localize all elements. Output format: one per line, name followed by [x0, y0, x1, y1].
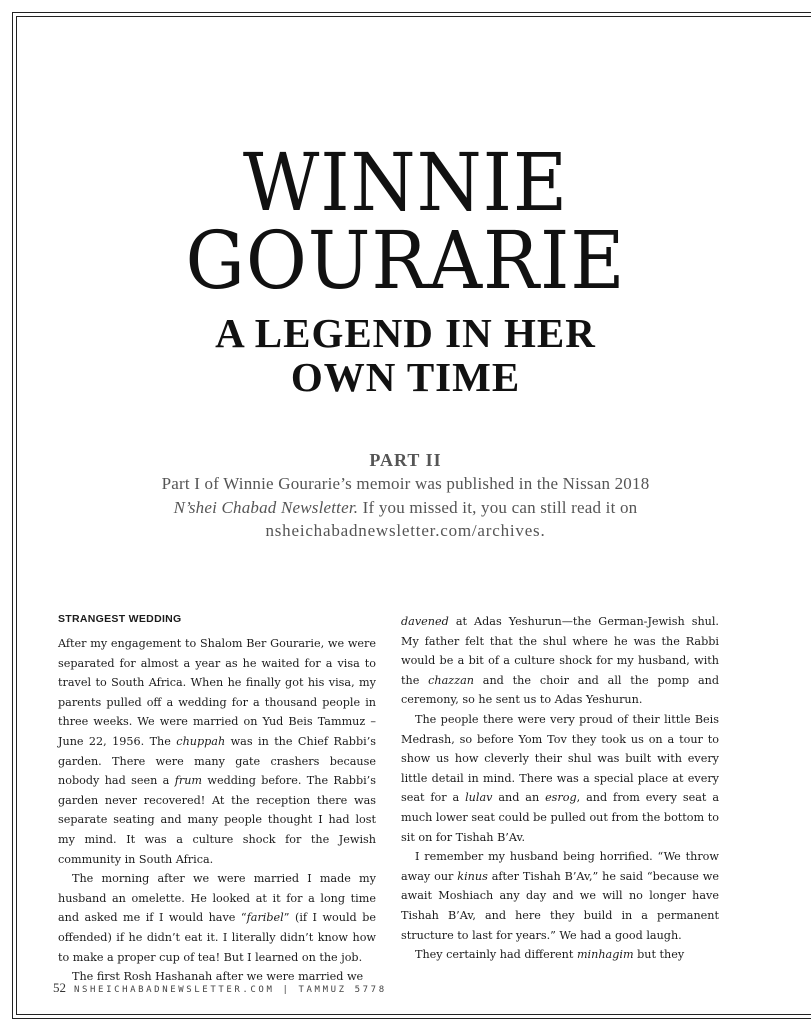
intro-line-2	[0, 496, 811, 520]
article-column-right	[401, 612, 719, 965]
intro-line-2-rest: If you missed it, you can still read it on	[358, 498, 638, 517]
intro-publication-name: N’shei Chabad Newsletter.	[173, 498, 359, 517]
intro-archive-link[interactable]: nsheichabadnewsletter.com/archives.	[265, 521, 546, 540]
paragraph: After my engagement to Shalom Ber Gourarie, we were separated for almost a year as he waited for a visa to travel to South Africa. When he finally got his visa, my parents pulled off a wedding for a thousand people in three weeks. We were married on Yud Beis Tammuz – June 22, 1956. The chuppah was in the Chief Rabbi’s garden. There were many gate crashers because nobody had seen a frum wedding before. The Rabbi’s garden never recovered! At the reception there was separate seating and many people thought I had lost my mind. It was a culture shock for the Jewish community in South Africa.	[58, 637, 376, 866]
paragraph: davened at Adas Yeshurun—the German-Jewish shul. My father felt that the shul where he was the Rabbi would be a bit of a culture shock for my husband, with the chazzan and the choir and all the pomp and ceremony, so he sent us to Adas Yeshurun.	[401, 615, 719, 707]
page-number: 52	[53, 980, 66, 995]
paragraph: I remember my husband being horrified. “We throw away our kinus after Tishah B’Av,” he said “because we await Moshiach any day and we will no longer have Tishah B’Av, and here they build in a permanent structure to last for years.” We had a good laugh.	[401, 850, 719, 942]
part-label: PART II	[369, 450, 442, 470]
subtitle-line-1: A LEGEND IN HER	[215, 310, 596, 356]
paragraph: They certainly had different minhagim but they	[415, 948, 685, 962]
article-column-left	[58, 612, 376, 987]
subtitle-line-2: OWN TIME	[290, 354, 521, 400]
title-line-1: WINNIE	[242, 136, 569, 229]
paragraph: The people there were very proud of their little Beis Medrash, so before Yom Tov they took us on a tour to show us how cleverly their shul was built with every little detail in mind. There was a special place at every seat for a lulav and an esrog, and from every seat a much lower seat could be pulled out from the bottom to sit on for Tishah B’Av.	[401, 712, 719, 844]
footer-text: NSHEICHABADNEWSLETTER.COM | TAMMUZ 5778	[74, 985, 387, 995]
paragraph: The morning after we were married I made my husband an omelette. He looked at it for a long time and asked me if I would have “faribel” (if I would be offended) if he didn’t eat it. I literally didn’t know how to make a proper cup of tea! But I learned on the job.	[58, 872, 376, 964]
paragraph: The first Rosh Hashanah after we were married we	[72, 970, 364, 984]
title-line-2: GOURARIE	[185, 214, 626, 307]
intro-line-1: Part I of Winnie Gourarie’s memoir was published in the Nissan 2018	[161, 474, 650, 493]
page-footer	[53, 980, 387, 996]
section-heading: STRANGEST WEDDING	[58, 613, 182, 625]
